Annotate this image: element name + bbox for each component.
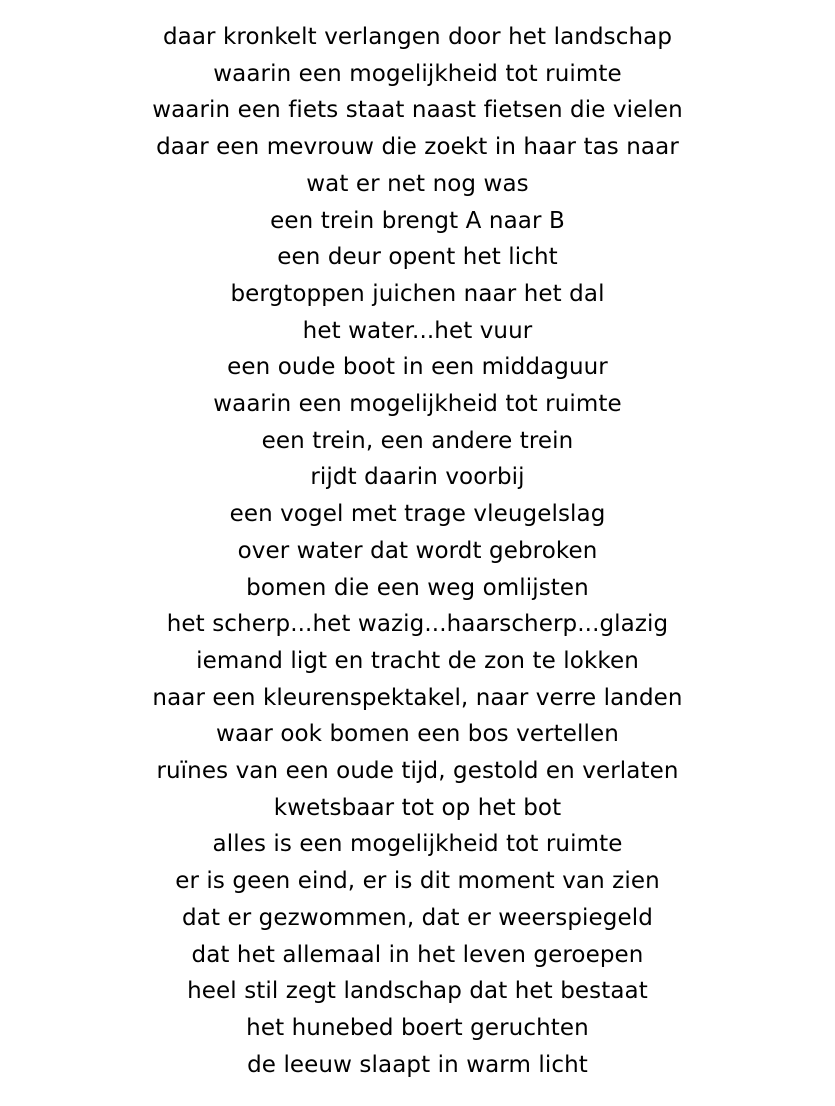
poem-line: waarin een mogelijkheid tot ruimte — [213, 391, 622, 418]
poem-line: alles is een mogelijkheid tot ruimte — [212, 831, 623, 858]
poem-line: daar kronkelt verlangen door het landschap — [162, 24, 673, 50]
poem-line: het water...het vuur — [302, 317, 533, 344]
poem-line: kwetsbaar tot op het bot — [273, 794, 562, 821]
poem-line: er is geen eind, er is dit moment van zien — [175, 868, 660, 895]
poem-line: waarin een mogelijkheid tot ruimte — [213, 60, 622, 87]
poem-line: bomen die een weg omlijsten — [246, 574, 589, 601]
poem-line: rijdt daarin voorbij — [310, 464, 525, 491]
poem — [0, 19, 835, 1083]
poem-line: de leeuw slaapt in warm licht — [247, 1051, 588, 1078]
poem-line: over water dat wordt gebroken — [237, 537, 598, 564]
poem-line: ruïnes van een oude tijd, gestold en verlaten — [156, 758, 679, 785]
poem-line: waarin een fiets staat naast fietsen die vielen — [152, 97, 683, 124]
poem-line: een vogel met trage vleugelslag — [229, 501, 606, 528]
poem-line: dat het allemaal in het leven geroepen — [191, 941, 644, 968]
poem-line: een trein brengt A naar B — [270, 207, 565, 234]
poem-line: het scherp...het wazig...haarscherp...glazig — [166, 611, 669, 638]
poem-line: dat er gezwommen, dat er weerspiegeld — [182, 904, 653, 931]
poem-line: wat er net nog was — [306, 170, 529, 197]
poem-line: waar ook bomen een bos vertellen — [216, 721, 619, 748]
poem-line: een deur opent het licht — [277, 244, 558, 271]
poem-line: daar een mevrouw die zoekt in haar tas naar — [156, 134, 679, 161]
poem-line: heel stil zegt landschap dat het bestaat — [187, 978, 648, 1005]
poem-line: een oude boot in een middaguur — [227, 354, 608, 381]
poem-line: naar een kleurenspektakel, naar verre landen — [152, 684, 683, 711]
poem-line: iemand ligt en tracht de zon te lokken — [196, 647, 639, 674]
poem-line: het hunebed boert geruchten — [246, 1014, 589, 1041]
poem-line: bergtoppen juichen naar het dal — [230, 280, 605, 307]
poem-line: een trein, een andere trein — [261, 427, 574, 454]
